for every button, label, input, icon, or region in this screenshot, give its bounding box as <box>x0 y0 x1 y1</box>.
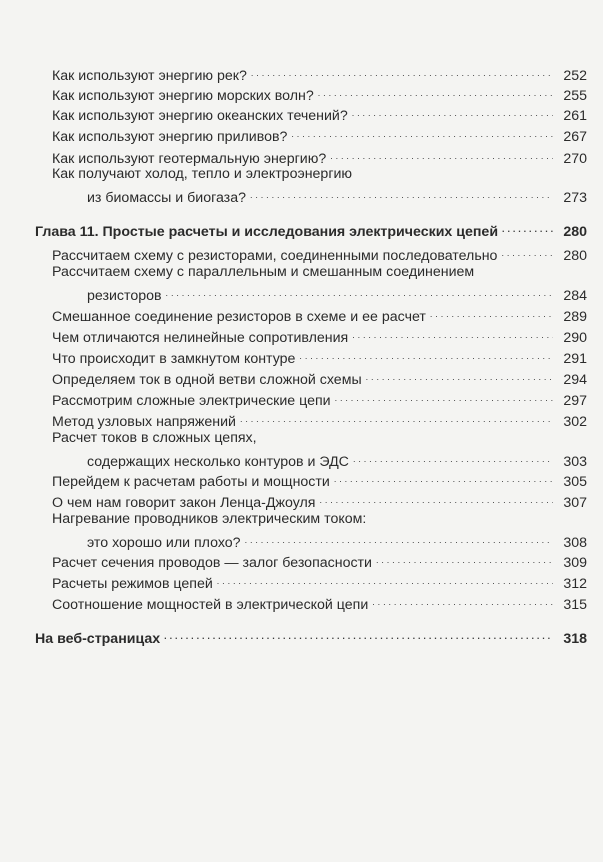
toc-line <box>52 591 587 614</box>
toc-entry-title: Как получают холод, тепло и электроэнергию <box>52 166 353 182</box>
toc-entry-page: 303 <box>563 454 587 470</box>
toc-entry-page: 307 <box>563 495 587 511</box>
dot-leader <box>330 145 553 163</box>
dot-leader <box>291 123 553 141</box>
dot-leader <box>335 387 553 405</box>
toc-entry-title: Как используют геотермальную энергию? <box>52 151 327 167</box>
dot-leader <box>366 366 553 384</box>
toc-entry-title: Соотношение мощностей в электрической цепи <box>52 597 369 613</box>
dot-leader <box>299 345 553 363</box>
toc-entry-page: 255 <box>563 88 587 104</box>
toc-line <box>52 324 587 347</box>
dot-leader <box>166 282 553 300</box>
dot-leader <box>164 625 553 643</box>
toc-entry-title: Как используют энергию рек? <box>52 68 247 84</box>
toc-line <box>52 408 587 431</box>
toc-entry-title: Расчет сечения проводов — залог безопасности <box>52 555 372 571</box>
toc-entry-page: 280 <box>563 248 587 264</box>
toc-line <box>87 184 587 207</box>
dot-leader <box>319 489 553 507</box>
toc-entry-page: 261 <box>563 108 587 124</box>
toc-line <box>52 489 587 512</box>
toc-line <box>35 625 587 648</box>
dot-leader <box>430 303 553 321</box>
toc-line <box>52 242 587 265</box>
toc-entry-page: 290 <box>563 330 587 346</box>
toc-line <box>52 102 587 125</box>
toc-line <box>52 549 587 572</box>
toc-entry-title: Метод узловых напряжений <box>52 414 236 430</box>
toc-entry-page: 305 <box>563 474 587 490</box>
toc-entry-title-cont: это хорошо или плохо? <box>87 535 241 551</box>
toc-entry-title: О чем нам говорит закон Ленца-Джоуля <box>52 495 316 511</box>
toc-line <box>35 218 587 241</box>
toc-entry-page: 273 <box>563 190 587 206</box>
toc-entry-page: 302 <box>563 414 587 430</box>
toc-entry-title-cont: содержащих несколько контуров и ЭДС <box>87 454 349 470</box>
toc-entry-title-cont: из биомассы и биогаза? <box>87 190 246 206</box>
dot-leader <box>376 549 553 567</box>
toc-entry-page: 267 <box>563 129 587 145</box>
toc-entry-page: 289 <box>563 309 587 325</box>
toc-entry-page: 291 <box>563 351 587 367</box>
dot-leader <box>250 184 553 202</box>
toc-line <box>52 366 587 389</box>
toc-entry-title: Определяем ток в одной ветви сложной схемы <box>52 372 362 388</box>
toc-entry-title: Рассчитаем схему с параллельным и смешанным соединением <box>52 264 475 280</box>
dot-leader <box>251 62 553 80</box>
toc-entry-title: Что происходит в замкнутом контуре <box>52 351 296 367</box>
toc-entry-page: 284 <box>563 288 587 304</box>
toc-line <box>52 468 587 491</box>
dot-leader <box>245 529 553 547</box>
toc-entry-title: Смешанное соединение резисторов в схеме и ее расчет <box>52 309 426 325</box>
toc-line <box>52 345 587 368</box>
toc-line <box>52 123 587 146</box>
toc-entry-page: 308 <box>563 535 587 551</box>
toc-line <box>52 303 587 326</box>
dot-leader <box>501 242 553 260</box>
toc-entry-page: 294 <box>563 372 587 388</box>
toc-entry-page: 315 <box>563 597 587 613</box>
toc-line <box>52 570 587 593</box>
web-section-page: 318 <box>563 631 587 647</box>
chapter-page: 280 <box>563 224 587 240</box>
dot-leader <box>352 324 553 342</box>
chapter-title: Глава 11. Простые расчеты и исследования электрических цепей <box>35 224 499 240</box>
dot-leader <box>372 591 553 609</box>
dot-leader <box>352 102 553 120</box>
dot-leader <box>353 448 553 466</box>
toc-entry-title: Расчет токов в сложных цепях, <box>52 430 257 446</box>
dot-leader <box>318 82 553 100</box>
toc-entry-title: Рассмотрим сложные электрические цепи <box>52 393 331 409</box>
dot-leader <box>217 570 553 588</box>
toc-entry-title: Чем отличаются нелинейные сопротивления <box>52 330 349 346</box>
dot-leader <box>240 408 553 426</box>
dot-leader <box>334 468 553 486</box>
toc-entry-title: Как используют энергию приливов? <box>52 129 288 145</box>
toc-entry-title: Как используют энергию океанских течений? <box>52 108 348 124</box>
web-section-title: На веб-страницах <box>35 631 161 647</box>
toc-entry-title: Перейдем к расчетам работы и мощности <box>52 474 330 490</box>
toc-entry-page: 309 <box>563 555 587 571</box>
toc-entry-title: Рассчитаем схему с резисторами, соединенными последовательно <box>52 248 498 264</box>
toc-entry-page: 312 <box>563 576 587 592</box>
toc-line <box>87 282 587 305</box>
toc-entry-page: 270 <box>563 151 587 167</box>
toc-entry-title: Расчеты режимов цепей <box>52 576 213 592</box>
toc-entry-page: 297 <box>563 393 587 409</box>
toc-entry-title: Нагревание проводников электрическим током: <box>52 511 367 527</box>
toc-entry-title: Как используют энергию морских волн? <box>52 88 314 104</box>
toc-entry-page: 252 <box>563 68 587 84</box>
toc-entry-title-cont: резисторов <box>87 288 162 304</box>
dot-leader <box>502 218 553 236</box>
toc-line <box>52 387 587 410</box>
